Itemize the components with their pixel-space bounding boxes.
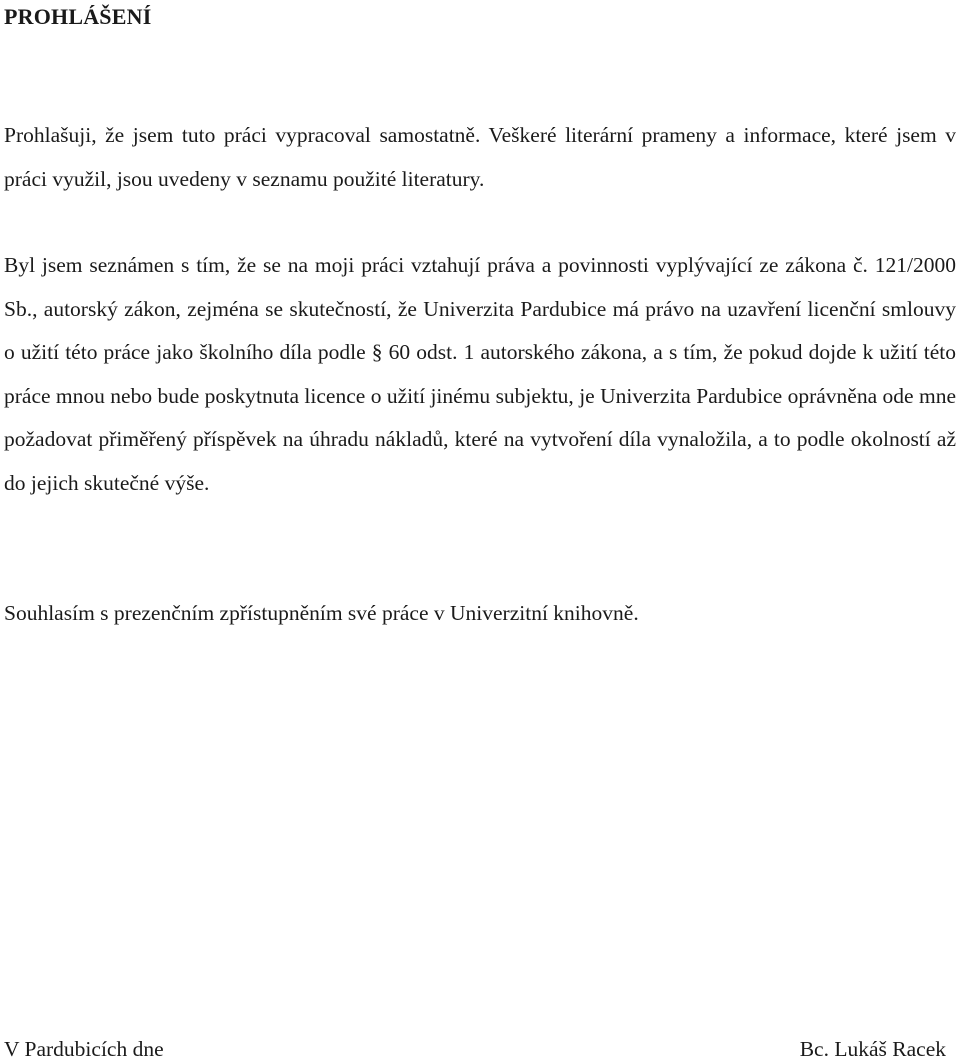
- place-date-line: V Pardubicích dne: [4, 1037, 164, 1061]
- author-signature-name: Bc. Lukáš Racek: [799, 1037, 946, 1061]
- paragraph-copyright-law: Byl jsem seznámen s tím, že se na moji práci vztahují práva a povinnosti vyplývající ze zákona č. 121/2000 Sb., autorský zákon, zejména se skutečností, že Univerzita Pardubice má právo na uzavření licenční smlouvy o užití této práce jako školního díla podle § 60 odst. 1 autorského zákona, a s tím, že pokud dojde k užití této práce mnou nebo bude poskytnuta licence o užití jinému subjektu, je Univerzita Pardubice oprávněna ode mne požadovat přiměřený příspěvek na úhradu nákladů, které na vytvoření díla vynaložila, a to podle okolností až do jejich skutečné výše.: [4, 253, 956, 495]
- paragraph-library-consent: Souhlasím s prezenčním zpřístupněním své práce v Univerzitní knihovně.: [4, 601, 639, 625]
- declaration-page: [4, 0, 956, 1061]
- page-title: PROHLÁŠENÍ: [4, 4, 152, 29]
- paragraph-independent-work: Prohlašuji, že jsem tuto práci vypracoval samostatně. Veškeré literární prameny a informace, které jsem v práci využil, jsou uvedeny v seznamu použité literatury.: [4, 123, 956, 191]
